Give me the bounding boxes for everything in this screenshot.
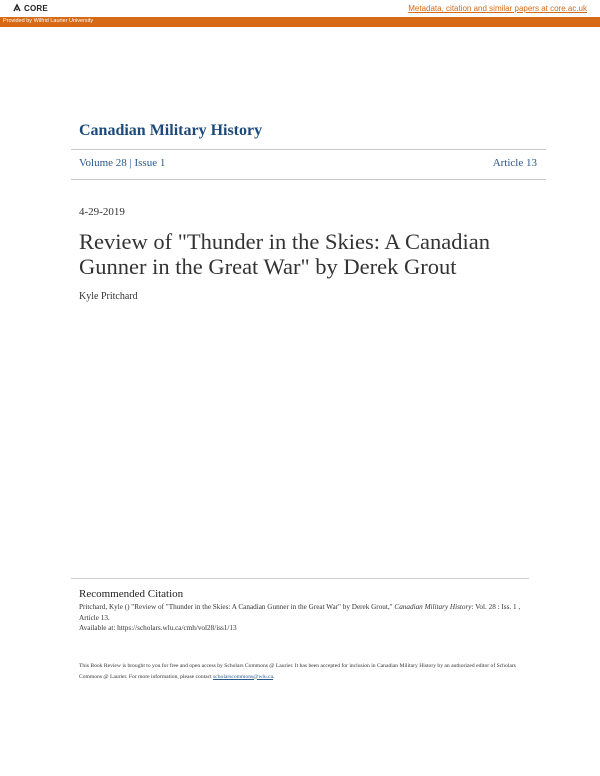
volume-issue-link[interactable]: Volume 28 | Issue 1 [79,157,166,169]
contact-email-link[interactable]: scholarscommons@wlu.ca [213,673,274,680]
author-name: Kyle Pritchard [79,291,138,302]
core-logo[interactable] [12,3,48,13]
article-number-link[interactable]: Article 13 [492,157,537,169]
citation-block [79,602,529,634]
journal-title[interactable]: Canadian Military History [79,122,263,139]
citation-divider [71,578,529,579]
article-title: Review of "Thunder in the Skies: A Canadian Gunner in the Great War" by Derek Grout [79,229,490,279]
metadata-link[interactable]: Metadata, citation and similar papers at core.ac.uk [408,4,587,13]
publication-date: 4-29-2019 [79,206,125,218]
recommended-citation-heading: Recommended Citation [79,588,184,600]
notice-end: . [273,673,275,680]
citation-suffix: : Vol. 28 : Iss. 1 , Article 13. [79,603,521,622]
provider-text: Provided by Wilfrid Laurier University [3,18,94,24]
access-notice [79,661,539,682]
core-logo-icon [12,3,22,13]
divider-bottom [71,179,546,180]
core-logo-text: CORE [24,3,48,13]
notice-text: This Book Review is brought to you for free and open access by Scholars Commons @ Laurier. It has been accepted for inclusion in Canadian Military History by an authorized editor of Scholars Commons @ Laurier. For more information, please contact [79,663,516,680]
provider-bar [0,17,600,27]
citation-url[interactable]: Available at: https://scholars.wlu.ca/cmh/vol28/iss1/13 [79,624,237,632]
citation-journal: Canadian Military History [394,603,472,611]
divider-top [71,149,546,150]
citation-prefix: Pritchard, Kyle () "Review of "Thunder in the Skies: A Canadian Gunner in the Great War" by Derek Grout," [79,603,395,611]
issue-line [79,157,165,169]
core-header-bar [0,0,600,17]
